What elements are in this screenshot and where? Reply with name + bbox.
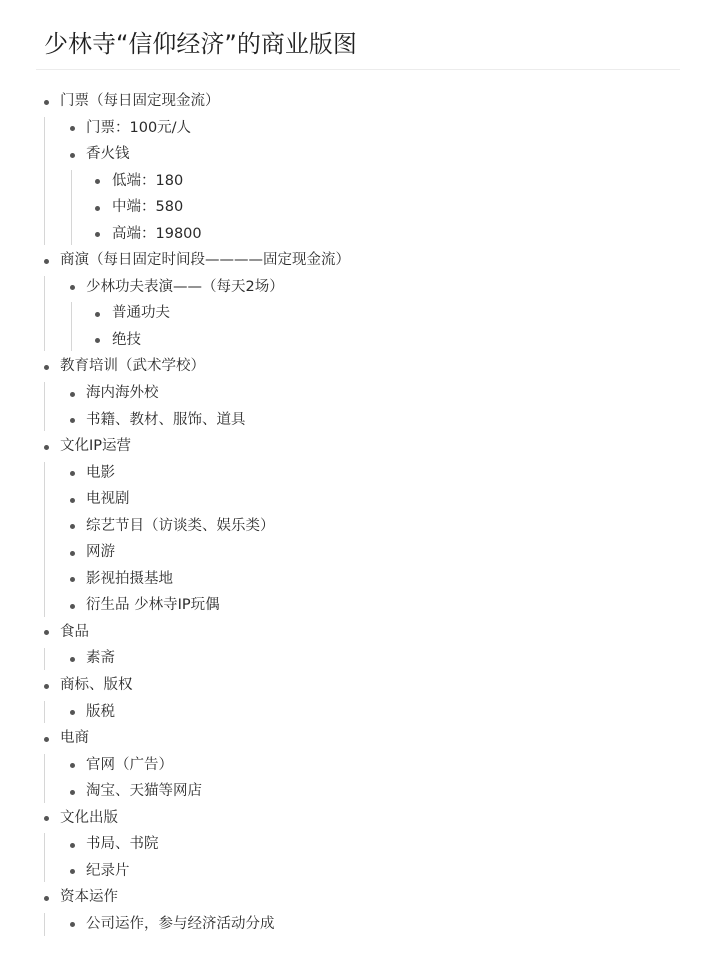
indent-guide-line [71, 302, 72, 351]
bullet-icon [70, 471, 75, 476]
outline-item-level-1 [0, 592, 720, 619]
indent-guide-line [44, 833, 45, 882]
bullet-icon [44, 737, 49, 742]
bullet-icon [70, 577, 75, 582]
indent-guide-line [44, 648, 45, 671]
bullet-icon [70, 657, 75, 662]
outline-item-text: 教育培训（武术学校） [60, 358, 205, 375]
outline-item-level-1 [0, 645, 720, 672]
outline-item-text: 高端：19800 [112, 225, 202, 242]
bullet-icon [44, 816, 49, 821]
bullet-icon [70, 498, 75, 503]
bullet-icon [70, 710, 75, 715]
page-title: 少林寺“信仰经济”的商业版图 [44, 30, 357, 59]
outline-item-text: 资本运作 [60, 889, 118, 906]
outline-item-level-1 [0, 831, 720, 858]
bullet-icon [95, 312, 100, 317]
bullet-icon [44, 684, 49, 689]
bullet-icon [44, 896, 49, 901]
outline-item-text: 海内海外校 [86, 385, 159, 402]
bullet-icon [70, 922, 75, 927]
bullet-icon [44, 365, 49, 370]
outline-item-level-0 [0, 884, 720, 911]
bullet-icon [70, 418, 75, 423]
indent-guide-line [44, 754, 45, 803]
bullet-icon [70, 153, 75, 158]
outline-item-level-1 [0, 911, 720, 938]
outline-item-text: 电影 [86, 464, 115, 481]
bullet-icon [44, 100, 49, 105]
bullet-icon [95, 232, 100, 237]
outline-item-level-1 [0, 486, 720, 513]
outline-item-text: 食品 [60, 623, 89, 640]
bullet-icon [95, 179, 100, 184]
bullet-icon [70, 869, 75, 874]
outline-item-level-1 [0, 407, 720, 434]
outline-item-level-1 [0, 752, 720, 779]
bullet-icon [70, 843, 75, 848]
outline-item-level-2 [0, 327, 720, 354]
indent-guide-line [71, 170, 72, 246]
outline-item-level-1 [0, 380, 720, 407]
outline-item-level-1 [0, 858, 720, 885]
outline-item-level-0 [0, 433, 720, 460]
indent-guide-line [44, 701, 45, 724]
outline-item-text: 综艺节目（访谈类、娱乐类） [86, 517, 275, 534]
outline-item-text: 低端：180 [112, 172, 184, 189]
outline-item-text: 书局、书院 [86, 836, 159, 853]
outline-item-text: 版税 [86, 703, 115, 720]
bullet-icon [70, 604, 75, 609]
outline-item-text: 中端：580 [112, 199, 184, 216]
bullet-icon [70, 763, 75, 768]
outline-item-text: 电视剧 [86, 491, 130, 508]
bullet-icon [70, 551, 75, 556]
bullet-icon [70, 285, 75, 290]
outline-item-text: 电商 [60, 730, 89, 747]
outline-item-level-2 [0, 221, 720, 248]
outline-item-level-1 [0, 115, 720, 142]
outline-item-text: 网游 [86, 544, 115, 561]
outline-item-level-1 [0, 566, 720, 593]
outline-item-level-0 [0, 88, 720, 115]
outline-item-text: 影视拍摄基地 [86, 570, 173, 587]
indent-guide-line [44, 382, 45, 431]
outline-item-text: 纪录片 [86, 862, 130, 879]
outline-item-text: 文化出版 [60, 809, 118, 826]
bullet-icon [70, 392, 75, 397]
bullet-icon [44, 630, 49, 635]
outline-item-level-0 [0, 619, 720, 646]
outline-item-level-1 [0, 274, 720, 301]
outline-item-level-1 [0, 460, 720, 487]
outline-item-level-0 [0, 247, 720, 274]
outline-item-level-0 [0, 672, 720, 699]
outline-item-level-1 [0, 513, 720, 540]
outline-item-text: 普通功夫 [112, 305, 170, 322]
outline-item-text: 门票（每日固定现金流） [60, 93, 220, 109]
outline-list [0, 88, 720, 938]
bullet-icon [95, 206, 100, 211]
indent-guide-line [44, 117, 45, 246]
outline-item-text: 少林功夫表演——（每天2场） [86, 278, 284, 295]
indent-guide-line [44, 276, 45, 352]
bullet-icon [44, 259, 49, 264]
bullet-icon [95, 338, 100, 343]
outline-item-level-1 [0, 699, 720, 726]
indent-guide-line [44, 913, 45, 936]
title-divider [36, 69, 680, 70]
outline-item-text: 淘宝、天猫等网店 [86, 783, 202, 800]
outline-item-text: 官网（广告） [86, 756, 173, 773]
bullet-icon [70, 790, 75, 795]
outline-item-text: 门票：100元/人 [86, 119, 192, 136]
outline-item-level-0 [0, 353, 720, 380]
outline-item-text: 公司运作，参与经济活动分成 [86, 915, 275, 932]
outline-item-level-2 [0, 300, 720, 327]
bullet-icon [44, 445, 49, 450]
outline-item-text: 书籍、教材、服饰、道具 [86, 411, 246, 428]
outline-item-text: 商演（每日固定时间段————固定现金流） [60, 252, 350, 269]
bullet-icon [70, 126, 75, 131]
outline-item-text: 香火钱 [86, 146, 130, 163]
bullet-icon [70, 524, 75, 529]
outline-item-text: 绝技 [112, 331, 141, 348]
outline-item-text: 素斋 [86, 650, 115, 667]
indent-guide-line [44, 462, 45, 617]
outline-item-level-1 [0, 539, 720, 566]
outline-item-level-0 [0, 805, 720, 832]
outline-item-text: 文化IP运营 [60, 438, 132, 455]
outline-item-text: 商标、版权 [60, 677, 133, 694]
outline-item-level-2 [0, 194, 720, 221]
outline-item-level-2 [0, 168, 720, 195]
outline-item-level-1 [0, 778, 720, 805]
outline-item-level-0 [0, 725, 720, 752]
outline-item-text: 衍生品 少林寺IP玩偶 [86, 597, 220, 614]
outline-item-level-1 [0, 141, 720, 168]
